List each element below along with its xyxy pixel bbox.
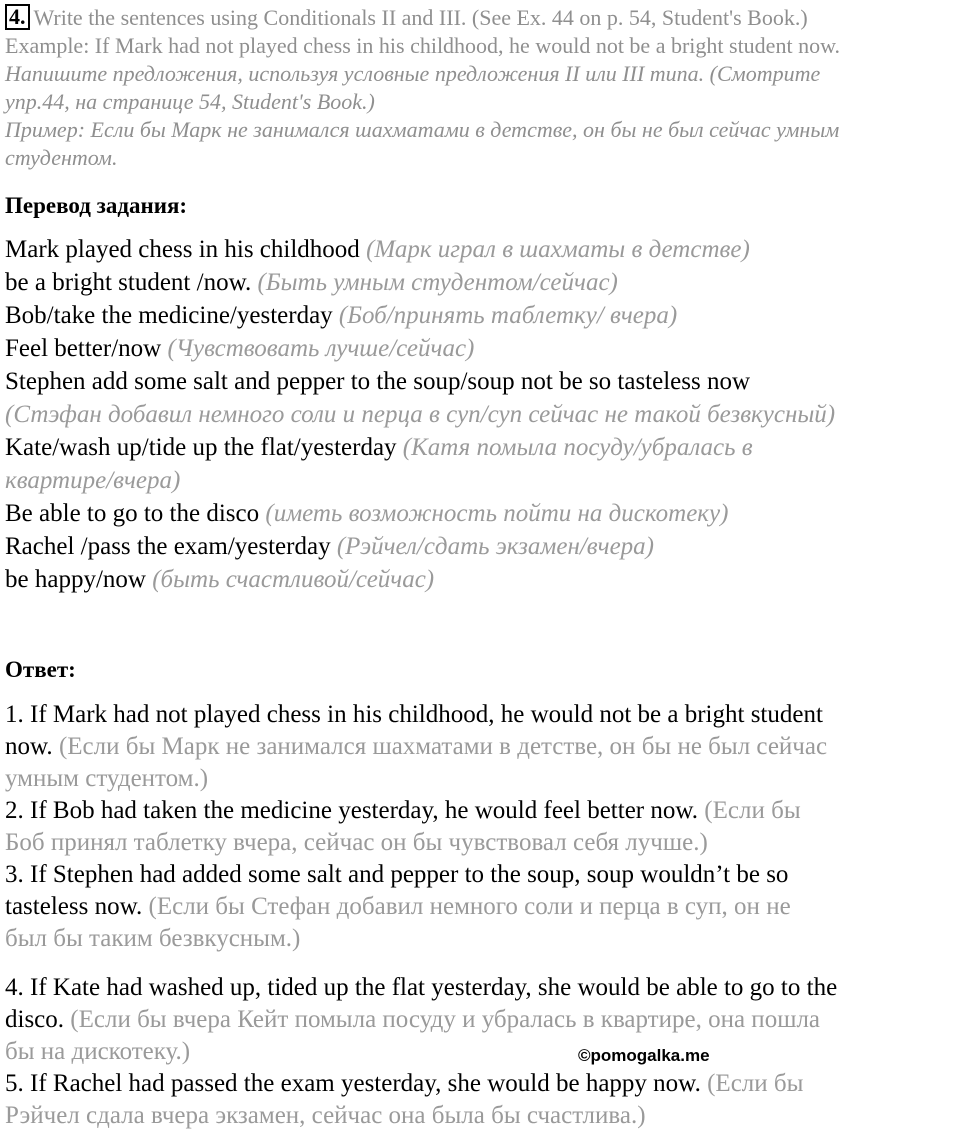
- answer-line: now. (Если бы Марк не занимался шахматами в детстве, он бы не был сейчас: [5, 733, 828, 760]
- answer-block-1: [5, 699, 960, 955]
- translation-heading: Перевод задания:: [5, 193, 188, 218]
- task-instruction-text: Write the sentences using Conditionals II and III. (See Ex. 44 on p. 54, Student's Book.): [33, 5, 808, 30]
- answer-block-2: [5, 972, 960, 1132]
- task-example-ru-2: студентом.: [5, 145, 118, 170]
- task-block: [5, 4, 955, 172]
- translation-line: Bob/take the medicine/yesterday (Боб/принять таблетку/ вчера): [5, 302, 678, 329]
- answer-line: 4. If Kate had washed up, tided up the flat yesterday, she would be able to go to the: [5, 974, 838, 1001]
- translation-line: be a bright student /now. (Быть умным студентом/сейчас): [5, 269, 618, 296]
- translation-line: Stephen add some salt and pepper to the soup/soup not be so tasteless now: [5, 368, 751, 395]
- answer-heading: Ответ:: [5, 657, 76, 682]
- translation-line: (Стэфан добавил немного соли и перца в суп/суп сейчас не такой безвкусный): [5, 401, 836, 428]
- answer-line: 3. If Stephen had added some salt and pepper to the soup, soup wouldn’t be so: [5, 861, 789, 888]
- exercise-number: 4.: [5, 4, 30, 30]
- answer-line: бы на дискотеку.): [5, 1038, 191, 1065]
- translation-line: Feel better/now (Чувствовать лучше/сейчас): [5, 335, 475, 362]
- task-example: Example: If Mark had not played chess in his childhood, he would not be a bright student now.: [5, 33, 841, 58]
- answer-line: был бы таким безвкусным.): [5, 925, 301, 952]
- answer-line: 1. If Mark had not played chess in his childhood, he would not be a bright student: [5, 701, 823, 728]
- answer-line: tasteless now. (Если бы Стефан добавил немного соли и перца в суп, он не: [5, 893, 791, 920]
- translation-line: Be able to go to the disco (иметь возможность пойти на дискотеку): [5, 500, 729, 527]
- task-instruction-ru-2: упр.44, на странице 54, Student's Book.): [5, 89, 375, 114]
- translation-line: be happy/now (быть счастливой/сейчас): [5, 566, 435, 593]
- answer-line: disco. (Если бы вчера Кейт помыла посуду и убралась в квартире, она пошла: [5, 1006, 821, 1033]
- task-instruction-ru: Напишите предложения, используя условные предложения II или III типа. (Смотрите: [5, 61, 821, 86]
- task-example-ru: Пример: Если бы Марк не занимался шахматами в детстве, он бы не был сейчас умным: [5, 117, 840, 142]
- answer-line: Боб принял таблетку вчера, сейчас он бы чувствовал себя лучше.): [5, 829, 708, 856]
- translation-line: Rachel /pass the exam/yesterday (Рэйчел/сдать экзамен/вчера): [5, 533, 655, 560]
- answer-line: 2. If Bob had taken the medicine yesterday, he would feel better now. (Если бы: [5, 797, 801, 824]
- answer-line: умным студентом.): [5, 765, 209, 792]
- translation-line: Mark played chess in his childhood (Марк играл в шахматы в детстве): [5, 236, 750, 263]
- watermark: ©pomogalka.me: [578, 1046, 710, 1065]
- translation-line: Kate/wash up/tide up the flat/yesterday (Катя помыла посуду/убралась в: [5, 434, 753, 461]
- translation-list: [5, 233, 960, 596]
- answer-line: Рэйчел сдала вчера экзамен, сейчас она была бы счастлива.): [5, 1102, 646, 1129]
- translation-line: квартире/вчера): [5, 467, 181, 494]
- task-instruction: [5, 4, 955, 32]
- answer-line: 5. If Rachel had passed the exam yesterday, she would be happy now. (Если бы: [5, 1070, 804, 1097]
